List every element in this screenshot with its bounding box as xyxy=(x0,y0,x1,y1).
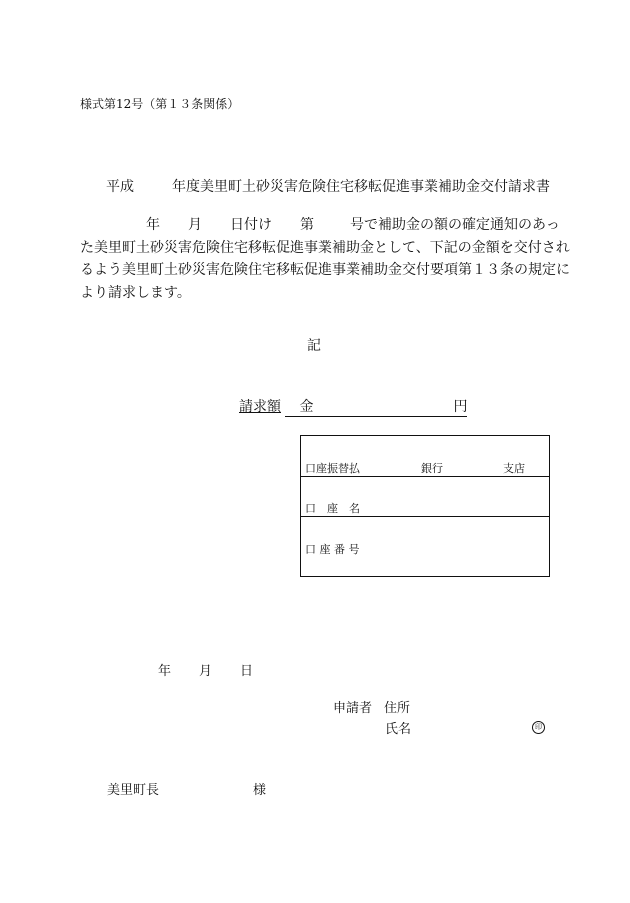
account-name-row[interactable] xyxy=(301,476,549,517)
account-number-label: 口 座 番 号 xyxy=(305,543,360,556)
body-line-3: るよう美里町土砂災害危険住宅移転促進事業補助金交付要項第１３条の規定に xyxy=(80,262,570,278)
transfer-label: 口座振替払 xyxy=(305,462,360,475)
submission-date xyxy=(158,660,253,679)
applicant-block xyxy=(333,698,411,740)
seal-icon: 印 xyxy=(532,721,545,734)
request-body xyxy=(80,214,570,304)
date-month: 月 xyxy=(199,664,213,679)
address-label: 住所 xyxy=(384,701,411,716)
date-year: 年 xyxy=(158,664,172,679)
account-number-row[interactable] xyxy=(301,517,549,576)
request-amount xyxy=(239,396,467,417)
document-title xyxy=(106,176,550,196)
body-month: 月 xyxy=(188,217,202,233)
applicant-label: 申請者 xyxy=(333,701,373,716)
mayor-sama: 様 xyxy=(253,783,267,798)
applicant-name-line xyxy=(333,719,411,740)
branch-label: 支店 xyxy=(503,462,525,475)
body-day: 日付け xyxy=(230,217,272,233)
amount-yen: 円 xyxy=(453,399,468,415)
bank-transfer-row[interactable] xyxy=(301,436,549,477)
date-day: 日 xyxy=(240,664,254,679)
account-name-label: 口 座 名 xyxy=(305,502,360,515)
body-line-1-rest: 号で補助金の額の確定通知のあっ xyxy=(350,217,560,233)
body-number-prefix: 第 xyxy=(300,217,314,233)
body-year: 年 xyxy=(146,217,160,233)
amount-label: 請求額 xyxy=(239,399,281,415)
mayor-title: 美里町長 xyxy=(107,783,160,798)
ki-heading: 記 xyxy=(307,338,321,354)
amount-kin: 金 xyxy=(299,399,314,415)
applicant-address-line xyxy=(333,698,411,719)
bank-label: 銀行 xyxy=(421,462,443,475)
name-label: 氏名 xyxy=(385,722,412,737)
title-text: 年度美里町土砂災害危険住宅移転促進事業補助金交付請求書 xyxy=(172,179,550,195)
addressee xyxy=(107,779,266,798)
amount-field[interactable] xyxy=(285,396,467,417)
body-line-4: より請求します。 xyxy=(80,284,191,301)
body-line-1 xyxy=(80,214,560,237)
body-line-2: た美里町土砂災害危険住宅移転促進事業補助金として、下記の金額を交付され xyxy=(80,239,570,256)
bank-account-table xyxy=(300,435,550,577)
form-number: 様式第12号（第１３条関係） xyxy=(80,97,240,111)
title-era: 平成 xyxy=(106,179,134,195)
